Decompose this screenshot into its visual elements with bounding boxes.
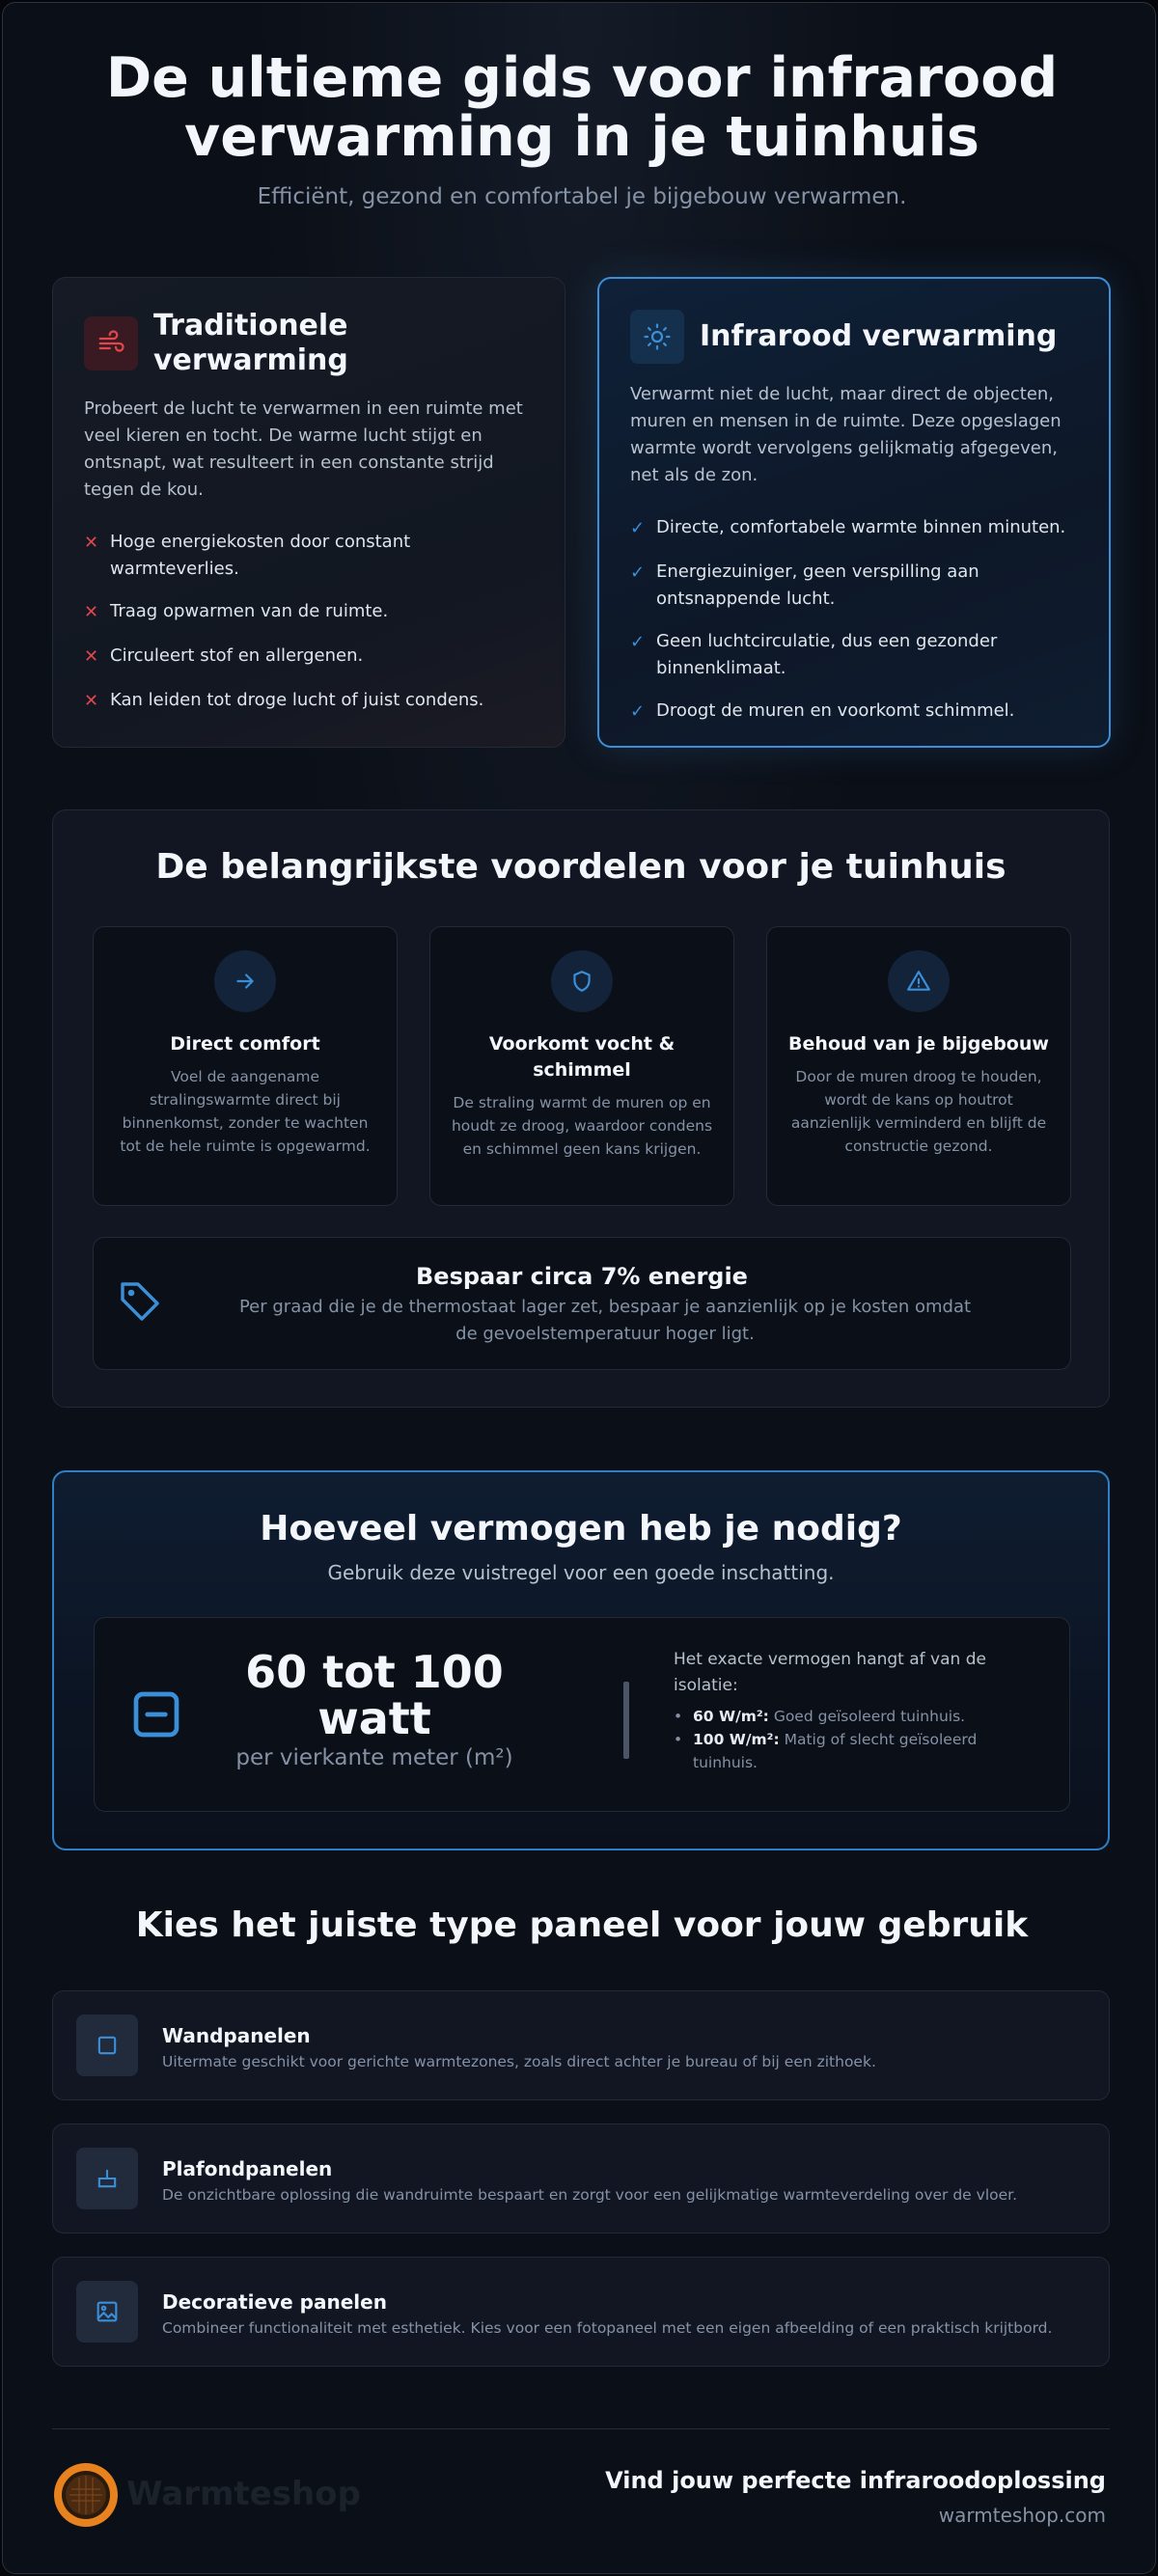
page-subtitle: Efficiënt, gezond en comfortabel je bijgebouw verwarmen. bbox=[257, 184, 907, 209]
page-title-line-1: De ultieme gids voor infrarood bbox=[105, 46, 1059, 110]
image-icon bbox=[76, 2281, 138, 2343]
traditional-heating-card bbox=[52, 277, 565, 748]
square-icon bbox=[76, 2014, 138, 2076]
panel-type-decorative bbox=[52, 2257, 1110, 2367]
check-icon: ✓ bbox=[630, 701, 646, 722]
cross-icon: ✕ bbox=[84, 533, 99, 553]
list-item: ✓ Geen luchtcirculatie, dus een gezonder binnenklimaat. bbox=[630, 628, 1078, 682]
cross-icon: ✕ bbox=[84, 602, 99, 622]
cross-icon: ✕ bbox=[84, 646, 99, 667]
benefit-title: Voorkomt vocht & schimmel bbox=[488, 1033, 676, 1081]
panel-title: Plafondpanelen bbox=[162, 2157, 333, 2180]
cross-icon: ✕ bbox=[84, 691, 99, 711]
list-item: ✕ Traag opwarmen van de ruimte. bbox=[84, 598, 534, 627]
list-item: ✓ Energiezuiniger, geen verspilling aan ontsnappende lucht. bbox=[630, 559, 1078, 613]
check-icon: ✓ bbox=[630, 632, 646, 652]
energy-savings-box bbox=[93, 1237, 1071, 1370]
list-item: ✕ Circuleert stof en allergenen. bbox=[84, 643, 534, 671]
power-info-lead: Het exacte vermogen hangt af van de isolatie: bbox=[674, 1650, 986, 1695]
power-section bbox=[52, 1470, 1110, 1850]
traditional-heating-description: Probeert de lucht te verwarmen in een ruimte met veel kieren en tocht. De warme lucht stijgt en ontsnapt, wat resulteert in een constante strijd tegen de kou. bbox=[84, 398, 523, 500]
warning-icon bbox=[888, 950, 950, 1012]
list-item: ✓ Directe, comfortabele warmte binnen minuten. bbox=[630, 514, 1078, 543]
panel-title: Decoratieve panelen bbox=[162, 2290, 387, 2314]
page-title-line-2: verwarming in je tuinhuis bbox=[184, 105, 979, 169]
infrared-heating-card bbox=[597, 277, 1111, 748]
benefit-description: Voel de aangename stralingswarmte direct bij binnenkomst, zonder te wachten tot de hele ruimte is opgewarmd. bbox=[120, 1068, 371, 1155]
infrared-heating-advantages bbox=[630, 514, 1078, 726]
sun-icon bbox=[630, 310, 684, 364]
benefit-card-direct-comfort bbox=[93, 926, 398, 1206]
power-rule-box bbox=[94, 1617, 1070, 1812]
power-unit: per vierkante meter (m²) bbox=[235, 1745, 513, 1770]
power-info bbox=[674, 1647, 1040, 1774]
benefit-description: De straling warmt de muren op en houdt ze droog, waardoor condens en schimmel geen kans krijgen. bbox=[451, 1094, 713, 1158]
panel-description: Uitermate geschikt voor gerichte warmtezones, zoals direct achter je bureau of bij een zithoek. bbox=[162, 2053, 876, 2070]
panel-description: De onzichtbare oplossing die wandruimte bespaart en zorgt voor een gelijkmatige warmteverdeling over de vloer. bbox=[162, 2186, 1018, 2204]
panel-type-ceiling bbox=[52, 2124, 1110, 2233]
infrared-heating-title: Infrarood verwarming bbox=[700, 319, 1058, 353]
panel-description: Combineer functionaliteit met esthetiek. Kies voor een fotopaneel met een eigen afbeelding of een praktisch krijtbord. bbox=[162, 2319, 1053, 2337]
panel-title: Wandpanelen bbox=[162, 2024, 311, 2047]
power-subtitle: Gebruik deze vuistregel voor een goede inschatting. bbox=[327, 1561, 835, 1584]
list-item: ✕ Hoge energiekosten door constant warmteverlies. bbox=[84, 529, 534, 583]
page-title bbox=[3, 46, 1156, 169]
check-icon: ✓ bbox=[630, 518, 646, 538]
energy-savings-title: Bespaar circa 7% energie bbox=[416, 1263, 748, 1290]
power-title: Hoeveel vermogen heb je nodig? bbox=[260, 1509, 902, 1548]
traditional-heating-title: Traditionele verwarming bbox=[153, 309, 348, 377]
minus-square-icon bbox=[129, 1687, 183, 1745]
check-icon: ✓ bbox=[630, 562, 646, 583]
panel-type-wall bbox=[52, 1990, 1110, 2100]
warmteshop-logo-icon bbox=[52, 2461, 120, 2529]
arrow-right-icon bbox=[214, 950, 276, 1012]
ceiling-icon bbox=[76, 2148, 138, 2209]
infrared-heating-description: Verwarmt niet de lucht, maar direct de objecten, muren en mensen in de ruimte. Deze opgeslagen warmte wordt vervolgens gelijkmatig afgegeven, net als de zon. bbox=[630, 384, 1062, 485]
shield-icon bbox=[551, 950, 613, 1012]
power-value: 60 tot 100 watt bbox=[245, 1646, 504, 1744]
panels-title: Kies het juiste type paneel voor jouw gebruik bbox=[135, 1905, 1029, 1945]
benefit-title: Behoud van je bijgebouw bbox=[788, 1033, 1049, 1055]
list-item: ✓ Droogt de muren en voorkomt schimmel. bbox=[630, 698, 1078, 726]
list-item: • 100 W/m²: Matig of slecht geïsoleerd tuinhuis. bbox=[674, 1731, 978, 1771]
benefit-title: Direct comfort bbox=[170, 1033, 320, 1055]
infographic-frame bbox=[2, 2, 1156, 2574]
energy-savings-description: Per graad die je de thermostaat lager zet, bespaar je aanzienlijk op je kosten omdat de gevoelstemperatuur hoger ligt. bbox=[238, 1297, 972, 1344]
footer-divider bbox=[52, 2428, 1110, 2429]
brand-name: Warmteshop bbox=[126, 2475, 361, 2513]
wind-icon bbox=[84, 316, 138, 370]
traditional-heating-drawbacks bbox=[84, 529, 534, 716]
list-item: • 60 W/m²: Goed geïsoleerd tuinhuis. bbox=[674, 1708, 966, 1725]
divider bbox=[623, 1682, 629, 1759]
footer-website-link[interactable]: warmteshop.com bbox=[938, 2504, 1106, 2527]
benefit-description: Door de muren droog te houden, wordt de kans op houtrot aanzienlijk verminderd en blijft de constructie gezond. bbox=[790, 1068, 1047, 1155]
benefits-section bbox=[52, 809, 1110, 1408]
list-item: ✕ Kan leiden tot droge lucht of juist condens. bbox=[84, 687, 534, 716]
benefit-card-prevents-mold bbox=[429, 926, 734, 1206]
footer-cta: Vind jouw perfecte infraroodoplossing bbox=[605, 2467, 1106, 2494]
benefits-title: De belangrijkste voordelen voor je tuinhuis bbox=[155, 847, 1006, 887]
benefit-card-preserve-building bbox=[766, 926, 1071, 1206]
